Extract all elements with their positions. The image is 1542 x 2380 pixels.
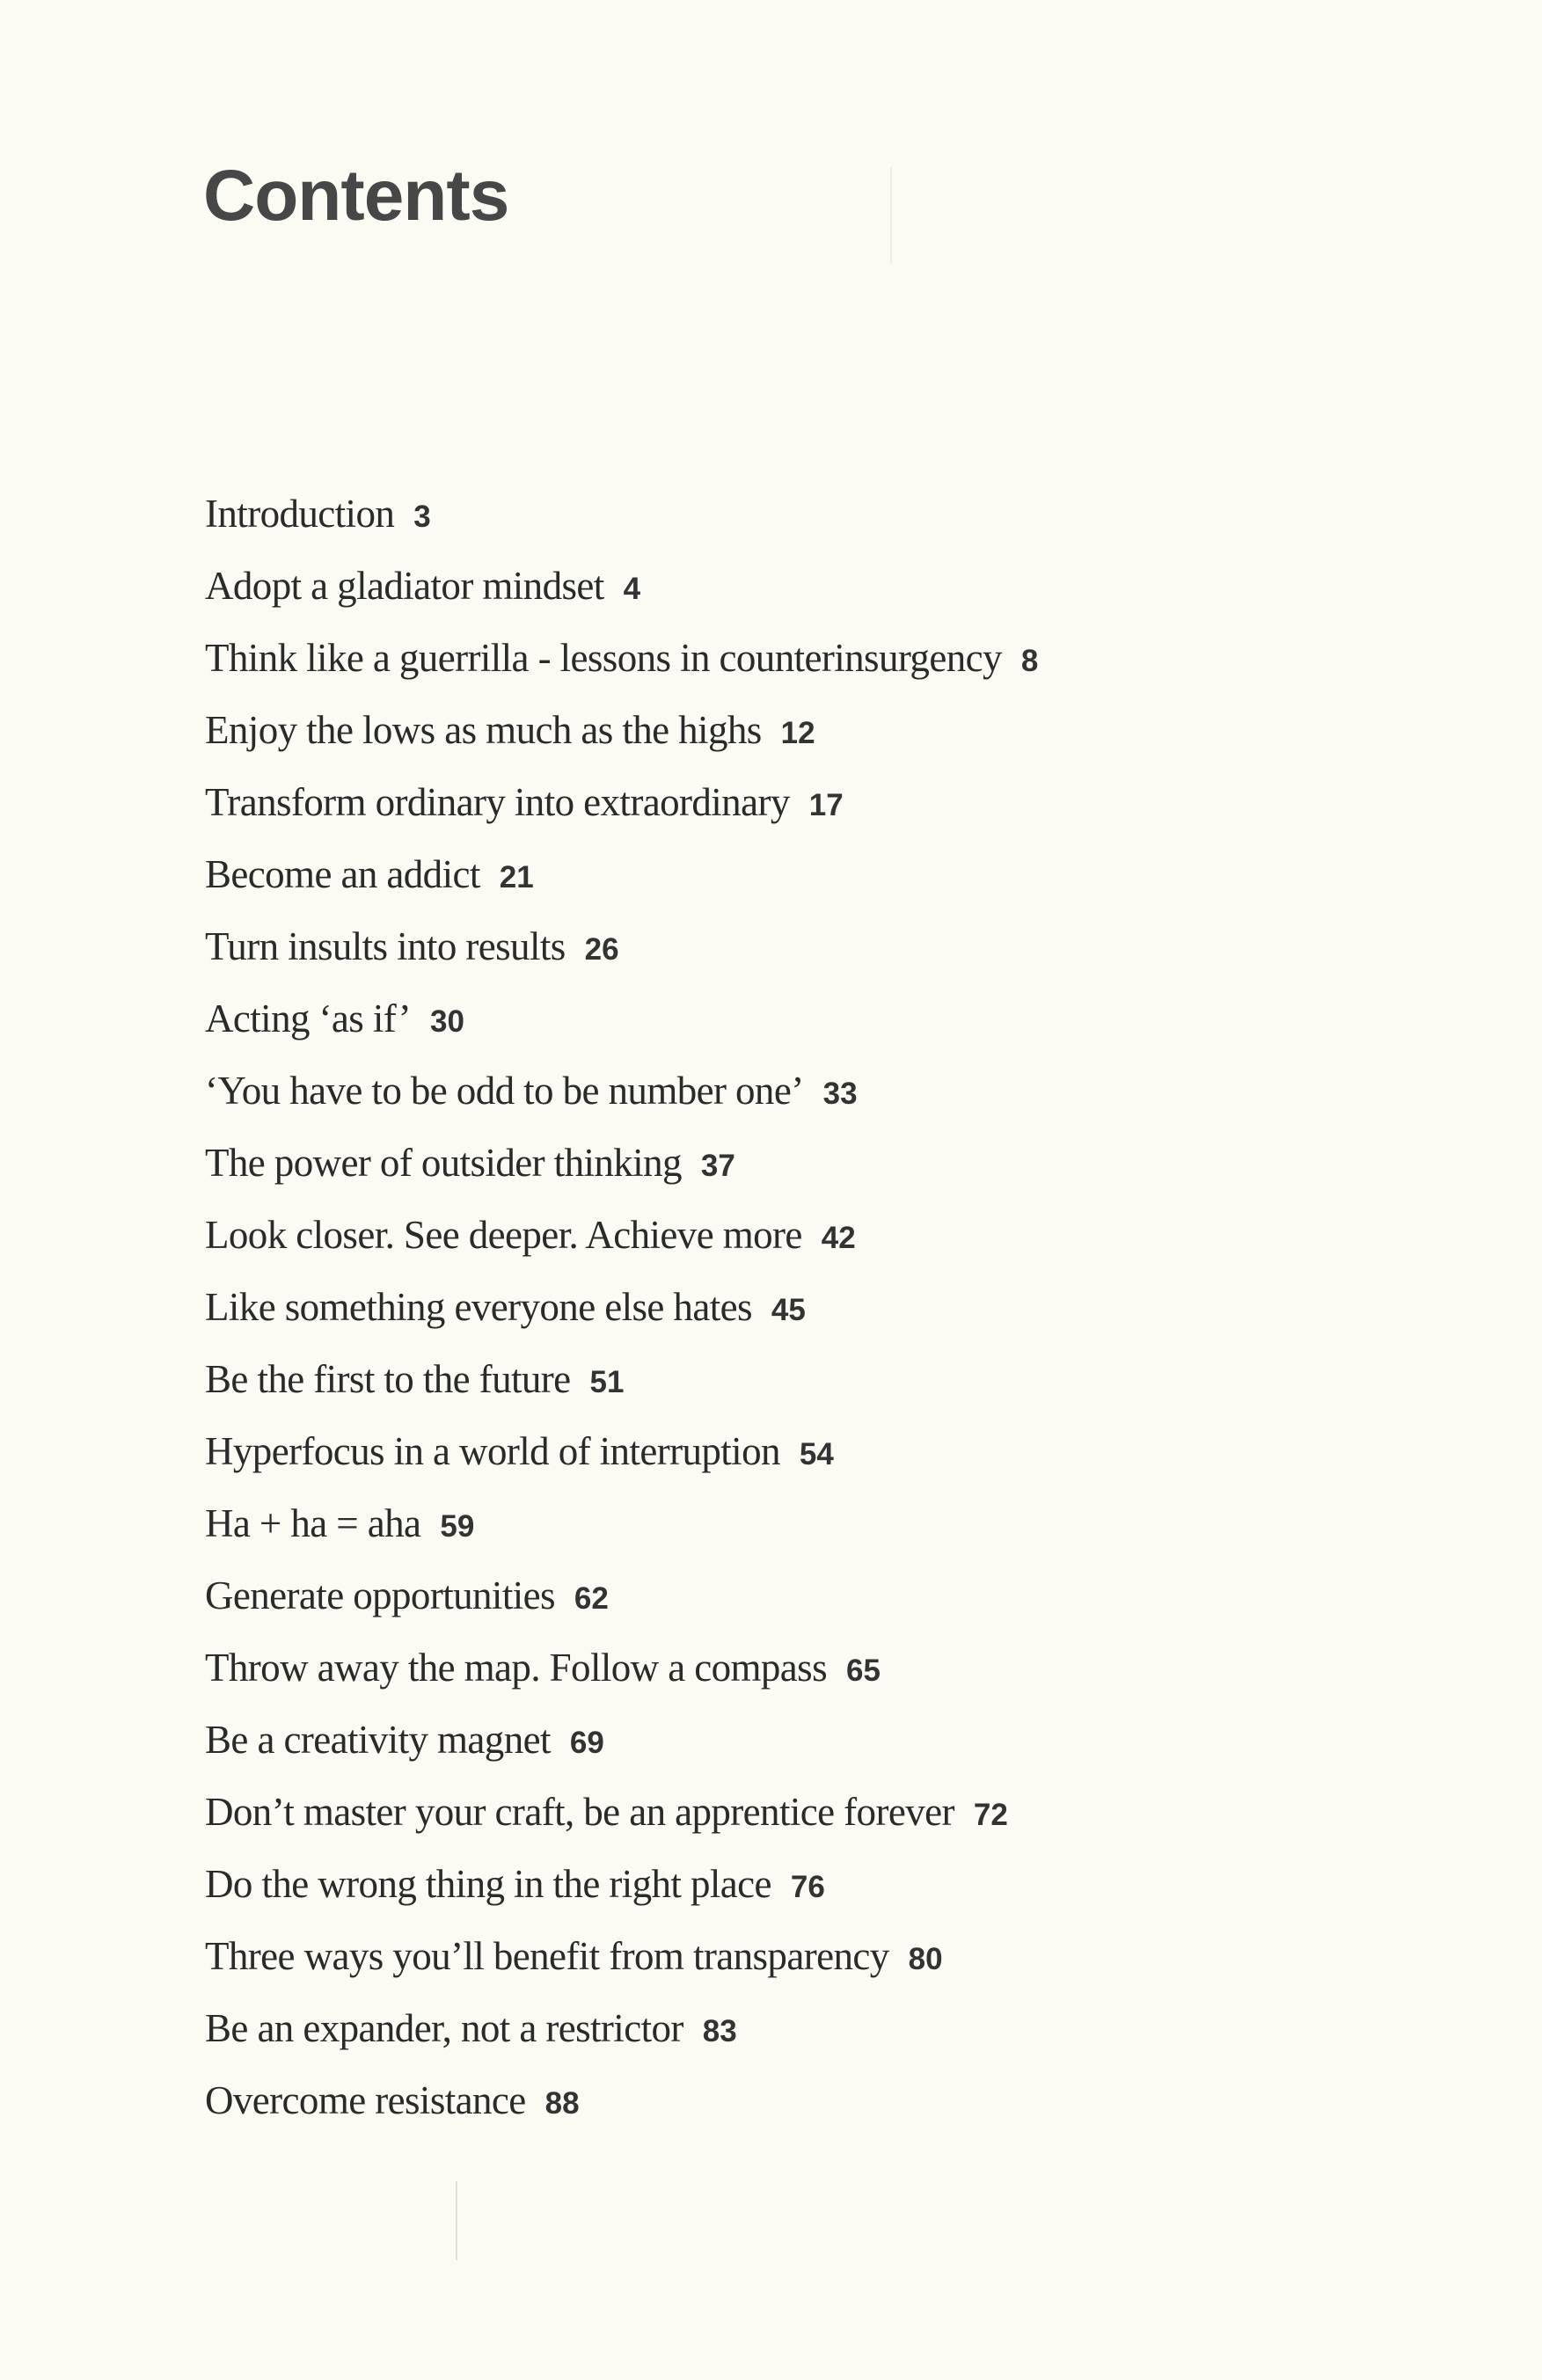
toc-entry-title: Ha + ha = aha: [205, 1501, 421, 1545]
toc-entry-page-number: 4: [623, 572, 641, 606]
toc-entry: [205, 1712, 1038, 1785]
toc-entry-page-number: 59: [440, 1509, 475, 1544]
toc-entry-title: Throw away the map. Follow a compass: [205, 1646, 827, 1690]
toc-entry: [205, 775, 1038, 847]
toc-entry-title: Be a creativity magnet: [205, 1718, 551, 1762]
toc-entry-page-number: 88: [544, 2086, 580, 2121]
toc-entry: [205, 1496, 1038, 1568]
toc-entry-title: Think like a guerrilla - lessons in counterinsurgency: [205, 636, 1002, 680]
toc-entry-page-number: 80: [908, 1942, 943, 1976]
table-of-contents: [205, 486, 1038, 2145]
toc-entry-page-number: 3: [413, 500, 431, 534]
toc-entry: [205, 703, 1038, 775]
toc-entry-title: Introduction: [205, 492, 395, 536]
toc-entry: [205, 1352, 1038, 1424]
toc-entry: [205, 1063, 1038, 1135]
toc-entry: [205, 1640, 1038, 1712]
toc-entry: [205, 558, 1038, 631]
toc-entry: [205, 1568, 1038, 1640]
toc-entry-page-number: 65: [846, 1654, 881, 1688]
toc-entry: [205, 991, 1038, 1063]
toc-entry: [205, 1424, 1038, 1496]
toc-entry-page-number: 62: [574, 1581, 609, 1616]
toc-entry-title: The power of outsider thinking: [205, 1141, 682, 1185]
toc-entry: [205, 1208, 1038, 1280]
toc-entry-title: Do the wrong thing in the right place: [205, 1862, 771, 1906]
toc-entry-page-number: 76: [790, 1870, 825, 1904]
toc-entry-page-number: 83: [702, 2014, 737, 2048]
page-title: Contents: [203, 156, 509, 236]
toc-entry-title: Be an expander, not a restrictor: [205, 2006, 683, 2050]
toc-entry: [205, 1785, 1038, 1857]
toc-entry-title: Adopt a gladiator mindset: [205, 564, 604, 608]
toc-entry-title: Look closer. See deeper. Achieve more: [205, 1213, 802, 1257]
toc-entry-page-number: 42: [821, 1221, 856, 1255]
toc-entry: [205, 847, 1038, 919]
toc-entry-title: Enjoy the lows as much as the highs: [205, 708, 762, 752]
toc-entry-page-number: 37: [700, 1149, 735, 1183]
toc-entry-title: Don’t master your craft, be an apprentice forever: [205, 1790, 954, 1834]
toc-entry: [205, 1929, 1038, 2001]
toc-entry-title: Hyperfocus in a world of interruption: [205, 1429, 780, 1473]
toc-entry: [205, 631, 1038, 703]
paper-crease: [890, 167, 892, 264]
toc-entry-page-number: 12: [780, 716, 815, 750]
toc-entry: [205, 919, 1038, 991]
toc-entry: [205, 2073, 1038, 2145]
toc-entry-page-number: 30: [430, 1004, 464, 1039]
toc-entry-title: Be the first to the future: [205, 1357, 571, 1401]
toc-entry-page-number: 8: [1020, 644, 1039, 678]
toc-entry-title: Three ways you’ll benefit from transparency: [205, 1934, 889, 1978]
toc-entry-page-number: 72: [973, 1798, 1008, 1832]
toc-entry-title: Generate opportunities: [205, 1573, 555, 1617]
toc-entry: [205, 1135, 1038, 1208]
toc-entry: [205, 486, 1038, 558]
toc-entry-page-number: 54: [799, 1437, 834, 1471]
toc-entry-page-number: 69: [569, 1726, 604, 1760]
toc-entry: [205, 1280, 1038, 1352]
toc-entry-title: Become an addict: [205, 852, 480, 896]
toc-entry-page-number: 17: [808, 788, 844, 822]
toc-entry-page-number: 33: [822, 1077, 858, 1111]
toc-entry-title: Overcome resistance: [205, 2078, 526, 2122]
paper-crease: [456, 2181, 457, 2260]
toc-entry-page-number: 21: [499, 860, 534, 894]
toc-entry-page-number: 51: [589, 1365, 625, 1399]
toc-entry-title: Turn insults into results: [205, 924, 566, 968]
toc-entry-title: Like something everyone else hates: [205, 1285, 752, 1329]
toc-entry-title: ‘You have to be odd to be number one’: [205, 1069, 804, 1113]
toc-entry-title: Acting ‘as if’: [205, 997, 412, 1040]
toc-entry-page-number: 26: [584, 932, 619, 967]
toc-entry: [205, 1857, 1038, 1929]
toc-entry: [205, 2001, 1038, 2073]
toc-entry-title: Transform ordinary into extraordinary: [205, 780, 790, 824]
toc-entry-page-number: 45: [771, 1293, 806, 1327]
